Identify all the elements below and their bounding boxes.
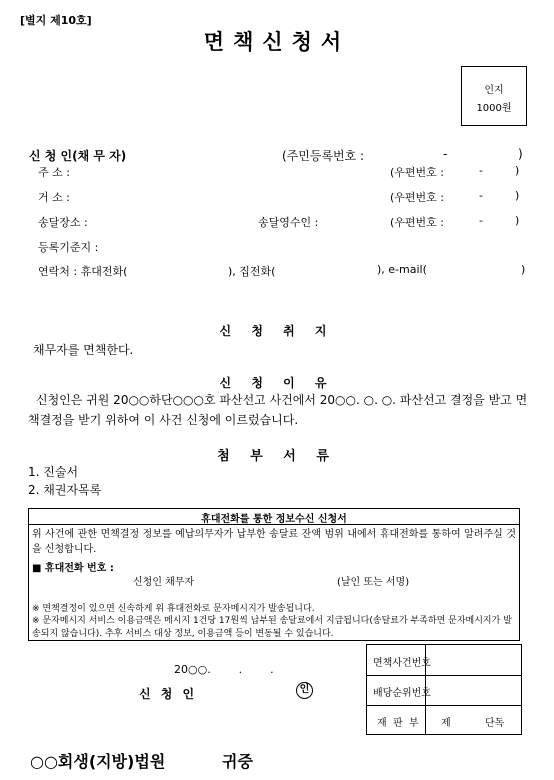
case-number-label: 면책사건번호 [373,658,431,669]
address-postal-close: ) [515,164,520,177]
purpose-heading: 신 청 취 지 [219,324,335,338]
attachment-item: 1. 진술서 [28,465,79,479]
dividend-rank-label: 배당순위번호 [373,688,431,699]
division-prefix: 제 [441,718,451,729]
form-number: [별지 제10호] [20,14,92,27]
division-suffix: 단독 [485,718,505,729]
sms-notice-divider [29,524,519,525]
contact-email-label: ), e-mail( [377,263,427,276]
residence-postal-close: ) [515,189,520,202]
purpose-text: 채무자를 면책한다. [33,343,134,357]
recipient-honorific: 귀중 [222,752,253,771]
residence-postal-dash: - [479,189,483,202]
contact-mobile-label: 연락처 : 휴대전화( [38,265,128,278]
residence-postal-label: (우편번호 : [390,191,444,204]
resident-number-close: ) [518,147,523,161]
court-name: ○○회생(지방)법원 [30,752,166,771]
stamp-amount: 1000원 [476,103,512,114]
address-label: 주 소 : [38,166,70,179]
document-title: 면책신청서 [203,30,351,54]
revenue-stamp-box [461,66,527,126]
stamp-label: 인지 [484,85,504,96]
table-divider [367,705,521,706]
reason-heading: 신 청 이 유 [219,376,335,390]
contact-home-phone-label: ), 집전화( [228,265,276,278]
sms-note: ※ 면책결정이 있으면 신속하게 위 휴대전화로 문자메시지가 발송됩니다. [32,604,315,614]
judge-label: 재 판 부 [377,718,419,729]
reason-text: 신청인은 귀원 20○○하단○○○호 파산선고 사건에서 20○○. ○. ○. 파산선고 결정을 받고 면책결정을 받기 위하여 이 사건 신청에 이르렀습니다. [28,393,528,427]
attachment-item: 2. 채권자목록 [28,483,102,497]
sms-signature: (날인 또는 서명) [337,577,410,588]
table-divider [367,675,521,676]
registry-base-label: 등록기준지 : [38,241,99,254]
address-postal-label: (우편번호 : [390,166,444,179]
sms-notice-box [28,508,520,641]
case-info-table [366,644,522,735]
sms-note: ※ 문자메시지 서비스 이용금액은 메시지 1건당 17원씩 납부된 송달료에서 지급됩니다(송달료가 부족하면 문자메시지가 발송되지 않습니다). 추후 서비스 대상 정보, 이용금액 등이 변동될 수 있습니다. [32,616,512,639]
resident-number-label: (주민등록번호 : [282,149,365,163]
sms-signer: 신청인 채무자 [133,577,195,588]
contact-close: ) [521,263,526,276]
attachments-heading: 첨 부 서 류 [217,449,337,464]
delivery-postal-dash: - [479,214,483,227]
sms-notice-title: 휴대전화를 통한 정보수신 신청서 [201,514,347,525]
delivery-place-label: 송달장소 : [38,216,88,229]
delivery-recipient-label: 송달영수인 : [258,216,319,229]
resident-number-dash: - [443,147,448,161]
footer-applicant-label: 신 청 인 [139,687,198,701]
filing-date: 20○○. . . [174,663,274,676]
residence-label: 거 소 : [38,191,70,204]
delivery-postal-close: ) [515,214,520,227]
address-postal-dash: - [479,164,483,177]
applicant-heading: 신 청 인(채 무 자) [29,149,127,163]
seal-mark: 인 [296,682,313,699]
sms-notice-paragraph: 위 사건에 관한 면책결정 정보를 예납의무자가 납부한 송달료 잔액 범위 내에서 휴대전화를 통하여 알려주실 것을 신청합니다. [32,529,516,555]
delivery-postal-label: (우편번호 : [390,216,444,229]
sms-phone-label: ■ 휴대전화 번호 : [32,563,114,574]
